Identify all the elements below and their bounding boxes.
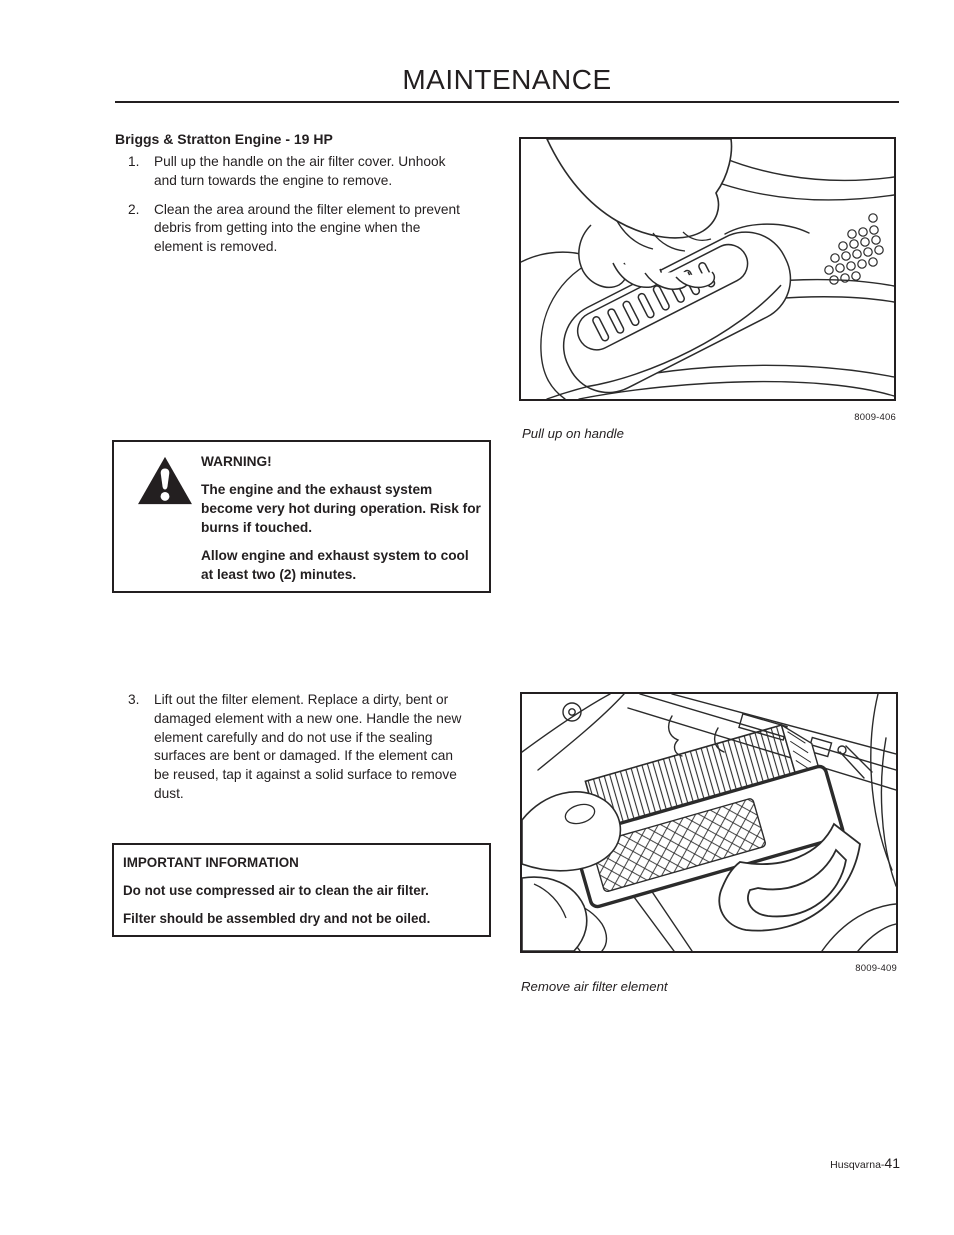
warning-box xyxy=(112,440,491,593)
figure-ref-2: 8009-409 xyxy=(855,963,897,974)
page-number: 41 xyxy=(884,1155,900,1171)
info-title: IMPORTANT INFORMATION xyxy=(123,855,299,870)
step-number: 1. xyxy=(128,154,140,169)
honeycomb-pattern xyxy=(825,214,883,284)
hand-outline xyxy=(547,139,731,238)
page-footer xyxy=(830,1155,900,1171)
step-number: 2. xyxy=(128,201,140,217)
warning-text xyxy=(201,452,481,593)
remove-filter-illustration xyxy=(522,694,896,951)
step-item-2 xyxy=(128,201,466,257)
step-number: 3. xyxy=(128,692,140,707)
info-line: Do not use compressed air to clean the air filter. xyxy=(123,883,429,898)
footer-brand: Husqvarna- xyxy=(830,1159,885,1171)
page-title: MAINTENANCE xyxy=(402,64,612,95)
info-line: Filter should be assembled dry and not be oiled. xyxy=(123,911,431,926)
figure-caption-2: Remove air filter element xyxy=(521,979,668,994)
step-item-1 xyxy=(128,153,466,191)
important-information-box xyxy=(112,843,491,937)
step-text: Pull up the handle on the air filter cover. Unhook and turn towards the engine to remove. xyxy=(154,154,446,188)
figure-remove-filter-element xyxy=(520,692,898,953)
warning-title: WARNING! xyxy=(201,454,272,469)
figure-pull-up-handle xyxy=(519,137,896,401)
step-list-bottom xyxy=(128,691,472,814)
step-text: Lift out the filter element. Replace a dirty, bent or damaged element with a new one. Handle the new element carefully and do not use if the sealing surfaces are bent or damaged. If the element can be reused, tap it against a solid surface to remove dust. xyxy=(154,692,462,801)
pull-up-handle-illustration xyxy=(521,139,894,399)
figure-caption-1: Pull up on handle xyxy=(522,426,624,441)
step-text: Clean the area around the filter element to prevent debris from getting into the engine when the element is removed. xyxy=(154,201,460,255)
step-item-3 xyxy=(128,691,472,804)
warning-paragraph: Allow engine and exhaust system to cool at least two (2) minutes. xyxy=(201,548,469,582)
warning-paragraph: The engine and the exhaust system become very hot during operation. Risk for burns if touched. xyxy=(201,482,481,535)
step-list-top xyxy=(128,153,466,267)
title-divider xyxy=(115,101,899,103)
warning-triangle-icon xyxy=(136,455,194,507)
figure-ref-1: 8009-406 xyxy=(854,412,896,423)
section-heading: Briggs & Stratton Engine - 19 HP xyxy=(115,131,333,147)
